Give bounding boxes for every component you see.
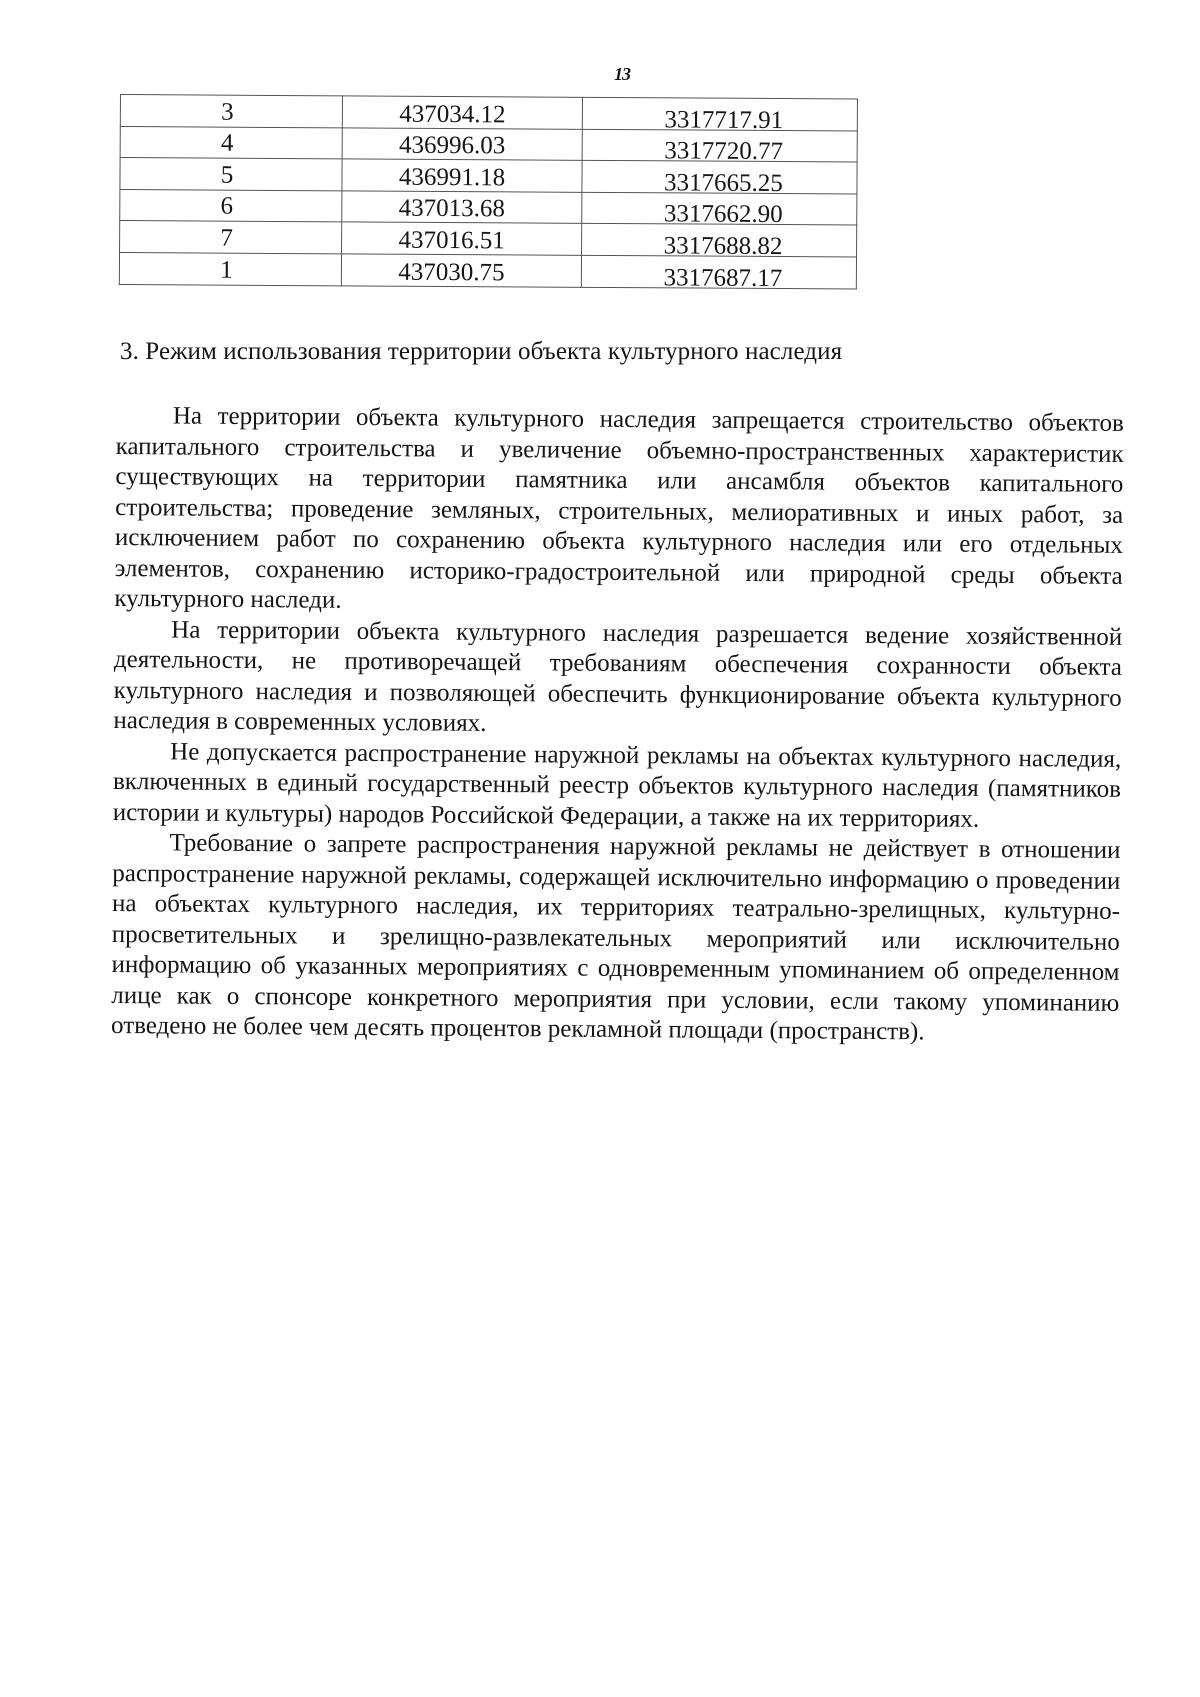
y-coordinate-cell: 3317662.90 <box>582 192 857 225</box>
y-coordinate-cell: 3317720.77 <box>582 129 857 162</box>
y-coordinate-cell: 3317717.91 <box>582 97 857 130</box>
y-coordinate-cell: 3317687.17 <box>581 255 856 288</box>
point-number-cell: 7 <box>120 221 342 254</box>
paragraph-construction-ban: На территории объекта культурного наследия запрещается строительство объектов капитального строительства и увеличение объемно-пространственных характеристик существующих на территории памятника или ансамбля объектов капитального строительства; проведение земляных, строительных, мелиоративных и иных работ, за исключением работ по сохранению объекта культурного наследия или его отдельных элементов, сохранению историко-градостроительной или природной среды объекта культурного наследи. <box>114 402 1124 614</box>
section-body <box>111 401 1124 1049</box>
coordinates-table <box>119 94 858 292</box>
x-coordinate-cell: 436996.03 <box>342 127 582 160</box>
page-number: 13 <box>614 64 630 84</box>
point-number-cell: 4 <box>120 126 342 159</box>
paragraph-advertising-ban: Не допускается распространение наружной рекламы на объектах культурного наследия, включенных в единый государственный реестр объектов культурного наследия (памятников истории и культуры) народов Российской Федерации, а также на их территориях. <box>112 737 1122 833</box>
x-coordinate-cell: 437016.51 <box>342 222 582 255</box>
section-heading: 3. Режим использования территории объекта культурного наследия <box>120 338 843 365</box>
point-number-cell: 5 <box>120 158 342 191</box>
y-coordinate-cell: 3317665.25 <box>582 161 857 194</box>
y-coordinate-cell: 3317688.82 <box>582 224 857 257</box>
point-number-cell: 1 <box>119 252 341 285</box>
paragraph-permitted-activity: На территории объекта культурного наследия разрешается ведение хозяйственной деятельности, не противоречащей требованиям обеспечения сохранности объекта культурного наследия и позволяющей обеспечить функционирование объекта культурного наследия в современных условиях. <box>113 615 1123 737</box>
table-row <box>120 95 857 131</box>
x-coordinate-cell: 437013.68 <box>342 191 582 224</box>
x-coordinate-cell: 437034.12 <box>342 96 582 129</box>
point-number-cell: 3 <box>120 95 342 128</box>
point-number-cell: 6 <box>120 189 342 222</box>
x-coordinate-cell: 437030.75 <box>341 254 581 287</box>
paragraph-advertising-exception: Требование о запрете распространения наружной рекламы не действует в отношении распространение наружной рекламы, содержащей исключительно информацию о проведении на объектах культурного наследия, их территориях театрально-зрелищных, культурно-просветительных и зрелищно-развлекательных мероприятий или исключительно информацию об указанных мероприятиях с одновременным упоминанием об определенном лице как о спонсоре конкретного мероприятия при условии, если такому упоминанию отведено не более чем десять процентов рекламной площади (пространств). <box>110 829 1121 1046</box>
x-coordinate-cell: 436991.18 <box>342 159 582 192</box>
